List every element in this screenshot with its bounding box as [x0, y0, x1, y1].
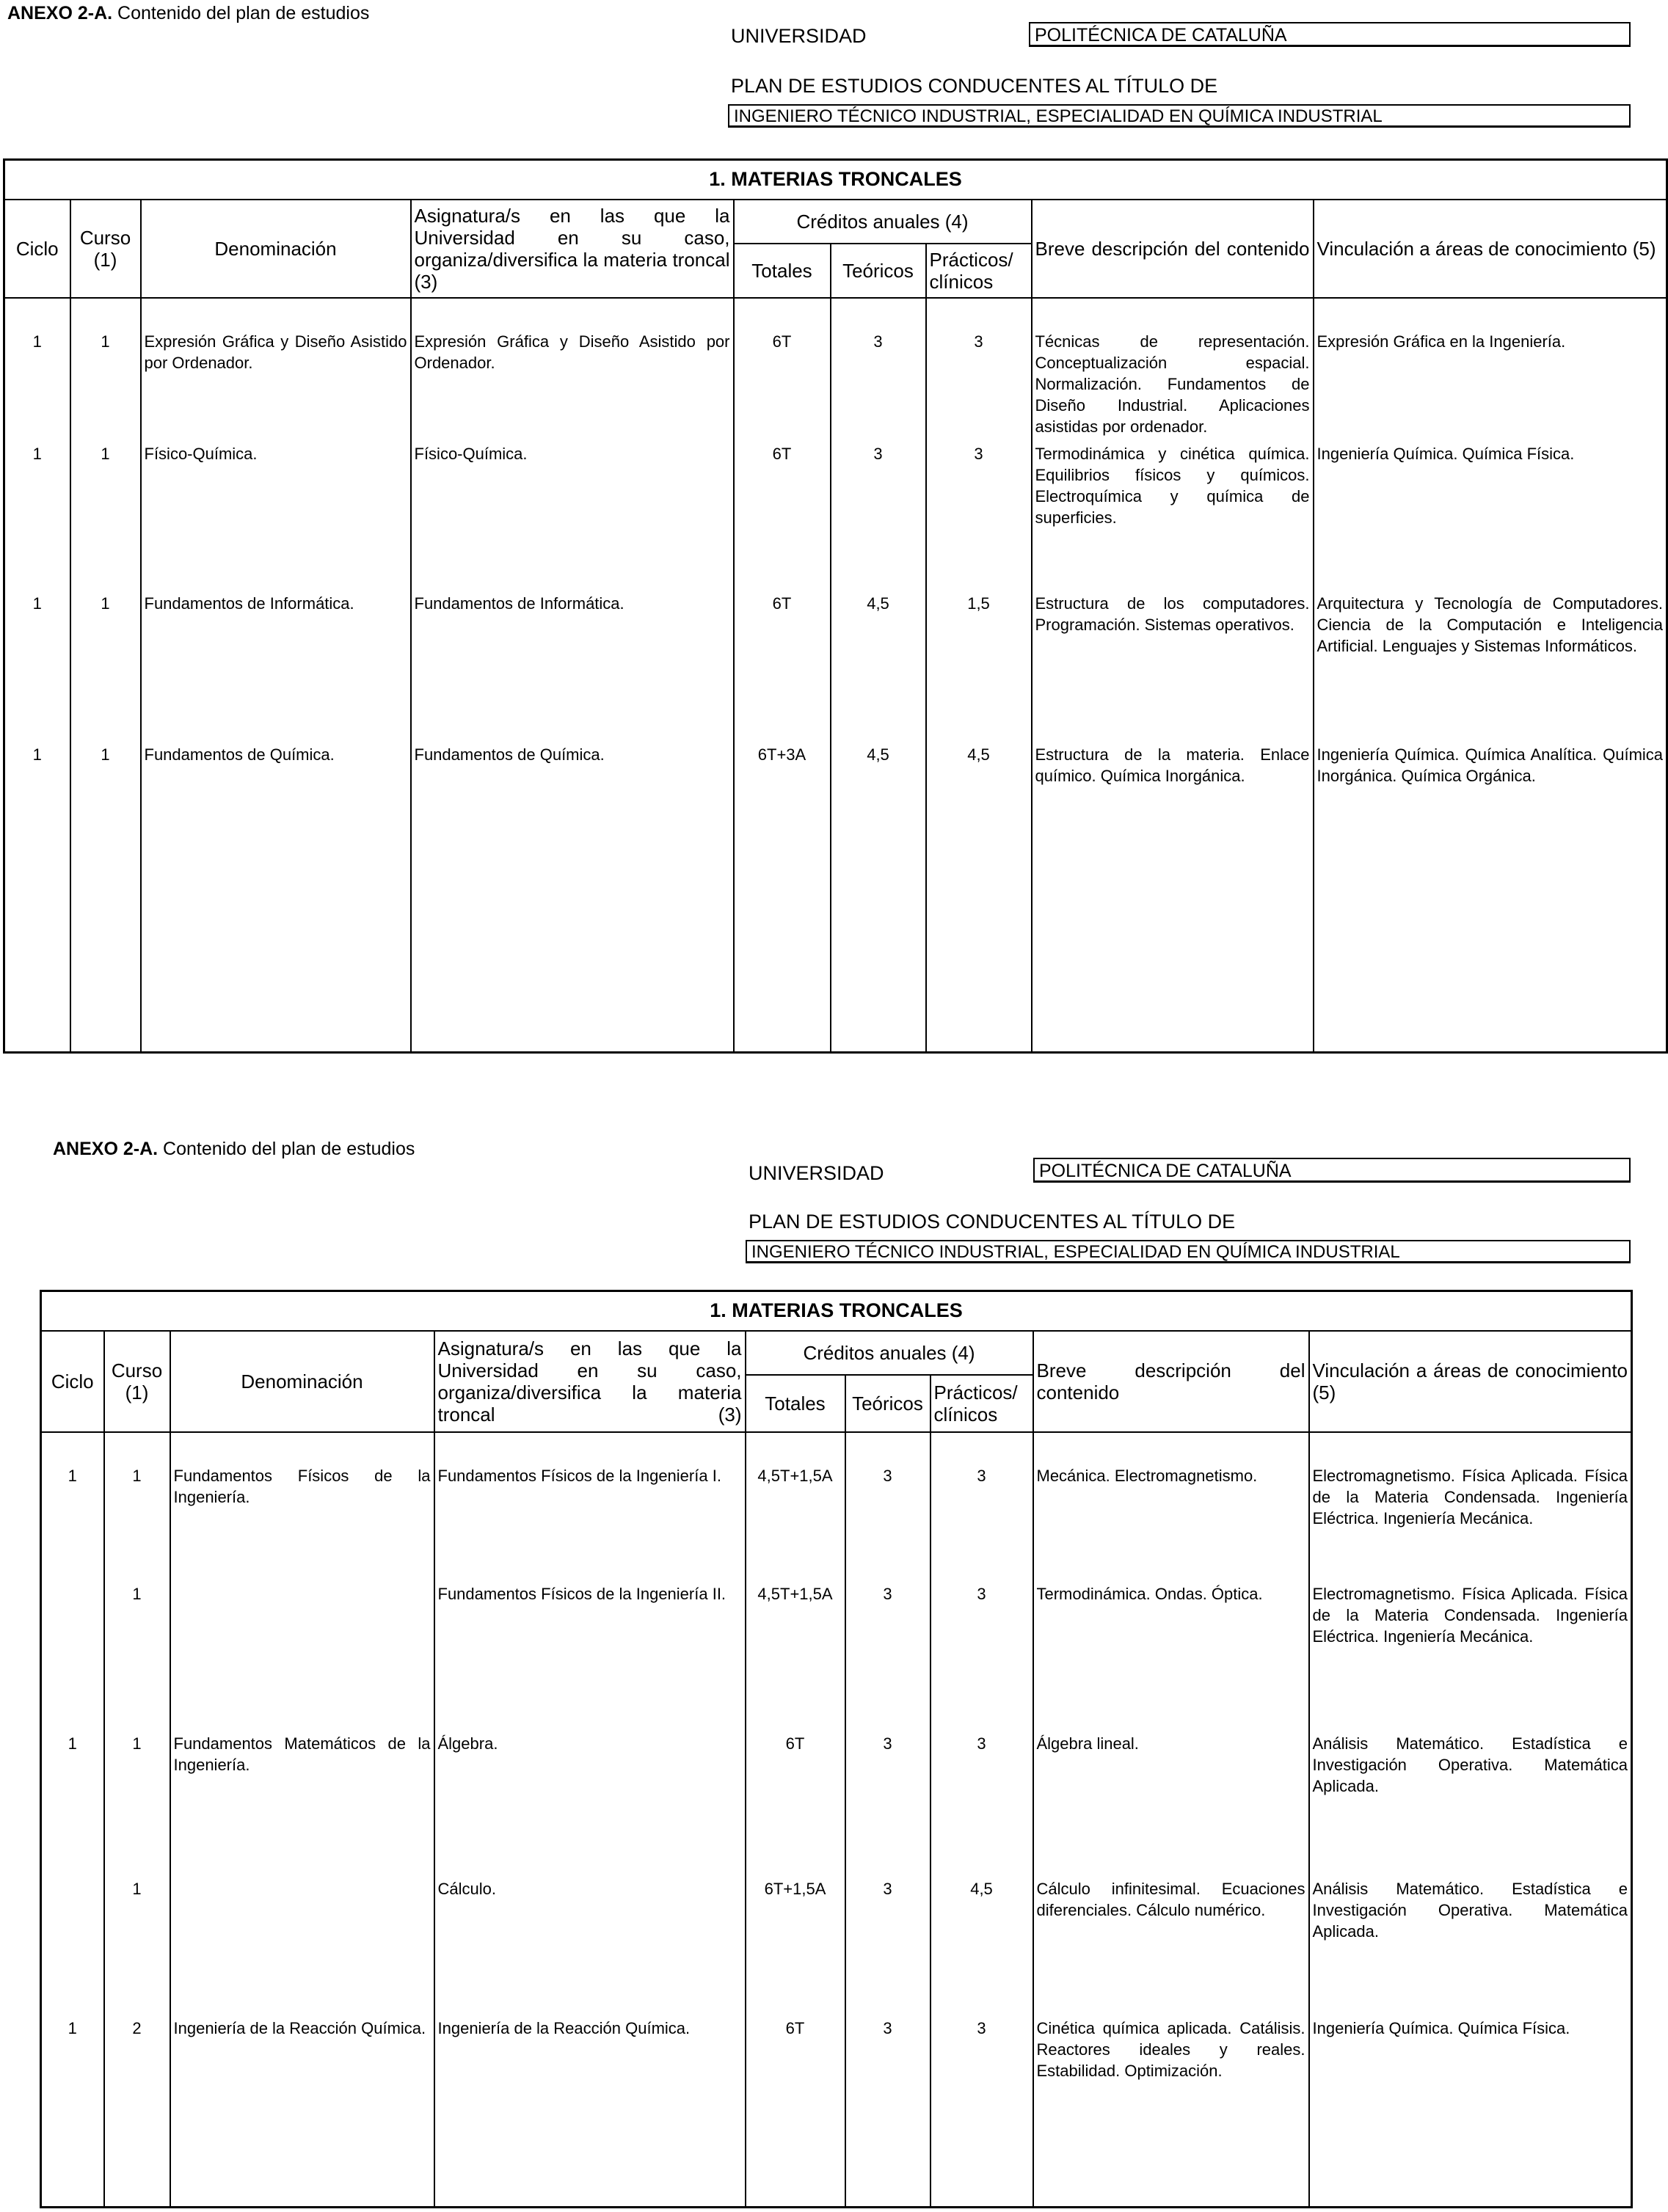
header-denominacion: Denominación — [170, 1331, 434, 1432]
cell-asignatura: Fundamentos Físicos de la Ingeniería I. — [434, 1432, 746, 1583]
annex-text: Contenido del plan de estudios — [112, 3, 370, 23]
cell-practicos: 4,5 — [930, 1878, 1033, 2018]
cell-vinculacion: Análisis Matemático. Estadística e Investigación Operativa. Matemática Aplicada. — [1309, 1733, 1632, 1878]
table-row — [4, 298, 1667, 443]
table-title: 1. MATERIAS TRONCALES — [41, 1291, 1632, 1331]
cell-practicos: 3 — [926, 298, 1032, 443]
cell-ciclo: 1 — [41, 2018, 104, 2208]
cell-ciclo: 1 — [4, 298, 70, 443]
cell-denominacion — [170, 1878, 434, 2018]
header-breve: Breve descripción del contenido — [1032, 200, 1314, 298]
header-vinculacion: Vinculación a áreas de conocimiento (5) — [1309, 1331, 1632, 1432]
cell-teoricos: 3 — [845, 1878, 930, 2018]
cell-totales: 6T+1,5A — [746, 1878, 845, 2018]
cell-practicos: 3 — [926, 443, 1032, 593]
university-label: UNIVERSIDAD — [731, 25, 867, 47]
header-teoricos: Teóricos — [845, 1375, 930, 1432]
plan-label: PLAN DE ESTUDIOS CONDUCENTES AL TÍTULO DE — [731, 75, 1218, 97]
cell-curso: 1 — [70, 443, 141, 593]
header-practicos: Prácticos/ clínicos — [930, 1375, 1033, 1432]
cell-totales: 6T — [746, 2018, 845, 2208]
header-totales: Totales — [746, 1375, 845, 1432]
cell-practicos: 3 — [930, 1583, 1033, 1733]
cell-ciclo: 1 — [4, 593, 70, 744]
cell-practicos: 1,5 — [926, 593, 1032, 744]
cell-totales: 4,5T+1,5A — [746, 1583, 845, 1733]
cell-totales: 4,5T+1,5A — [746, 1432, 845, 1583]
cell-breve: Termodinámica. Ondas. Óptica. — [1033, 1583, 1309, 1733]
cell-curso: 1 — [70, 593, 141, 744]
header-creditos: Créditos anuales (4) — [734, 200, 1032, 244]
table-row — [41, 1733, 1632, 1878]
cell-teoricos: 3 — [831, 443, 926, 593]
cell-breve: Estructura de los computadores. Programación. Sistemas operativos. — [1032, 593, 1314, 744]
cell-practicos: 4,5 — [926, 744, 1032, 1053]
cell-denominacion — [170, 1583, 434, 1733]
header-ciclo: Ciclo — [41, 1331, 104, 1432]
cell-denominacion: Físico-Química. — [141, 443, 411, 593]
cell-teoricos: 3 — [845, 2018, 930, 2208]
annex-bold: ANEXO 2-A. — [7, 3, 113, 23]
cell-teoricos: 3 — [845, 1583, 930, 1733]
cell-curso: 2 — [104, 2018, 170, 2208]
header-denominacion: Denominación — [141, 200, 411, 298]
cell-vinculacion: Arquitectura y Tecnología de Computadores. Ciencia de la Computación e Inteligencia Artificial. Lenguajes y Sistemas Informáticos. — [1314, 593, 1667, 744]
materias-troncales-table — [3, 158, 1668, 1054]
cell-denominacion: Fundamentos de Química. — [141, 744, 411, 1053]
header-creditos: Créditos anuales (4) — [746, 1331, 1033, 1375]
university-value: POLITÉCNICA DE CATALUÑA — [1033, 1158, 1631, 1183]
cell-teoricos: 4,5 — [831, 744, 926, 1053]
annex-heading — [7, 3, 369, 24]
cell-breve: Estructura de la materia. Enlace químico. Química Inorgánica. — [1032, 744, 1314, 1053]
cell-vinculacion: Ingeniería Química. Química Física. — [1314, 443, 1667, 593]
cell-totales: 6T — [734, 298, 831, 443]
header-vinculacion: Vinculación a áreas de conocimiento (5) — [1314, 200, 1667, 298]
cell-totales: 6T — [734, 443, 831, 593]
cell-denominacion: Fundamentos Matemáticos de la Ingeniería. — [170, 1733, 434, 1878]
cell-ciclo: 1 — [41, 1733, 104, 1878]
header-ciclo: Ciclo — [4, 200, 70, 298]
cell-totales: 6T — [734, 593, 831, 744]
cell-denominacion: Ingeniería de la Reacción Química. — [170, 2018, 434, 2208]
degree-title: INGENIERO TÉCNICO INDUSTRIAL, ESPECIALIDAD EN QUÍMICA INDUSTRIAL — [728, 104, 1631, 128]
cell-practicos: 3 — [930, 2018, 1033, 2208]
cell-vinculacion: Ingeniería Química. Química Analítica. Química Inorgánica. Química Orgánica. — [1314, 744, 1667, 1053]
cell-vinculacion: Ingeniería Química. Química Física. — [1309, 2018, 1632, 2208]
cell-asignatura: Cálculo. — [434, 1878, 746, 2018]
plan-label: PLAN DE ESTUDIOS CONDUCENTES AL TÍTULO DE — [749, 1211, 1236, 1233]
cell-ciclo: 1 — [41, 1432, 104, 1583]
annex-heading — [53, 1139, 415, 1160]
header-teoricos: Teóricos — [831, 244, 926, 298]
degree-title: INGENIERO TÉCNICO INDUSTRIAL, ESPECIALIDAD EN QUÍMICA INDUSTRIAL — [746, 1240, 1631, 1263]
cell-teoricos: 3 — [845, 1432, 930, 1583]
cell-curso: 1 — [70, 744, 141, 1053]
cell-asignatura: Físico-Química. — [411, 443, 734, 593]
table-row — [41, 2018, 1632, 2208]
university-label: UNIVERSIDAD — [749, 1162, 884, 1184]
table-row — [41, 1432, 1632, 1583]
header-curso: Curso (1) — [104, 1331, 170, 1432]
cell-ciclo — [41, 1878, 104, 2018]
cell-asignatura: Expresión Gráfica y Diseño Asistido por Ordenador. — [411, 298, 734, 443]
cell-ciclo — [41, 1583, 104, 1733]
cell-practicos: 3 — [930, 1432, 1033, 1583]
cell-curso: 1 — [104, 1733, 170, 1878]
cell-teoricos: 3 — [831, 298, 926, 443]
cell-denominacion: Expresión Gráfica y Diseño Asistido por Ordenador. — [141, 298, 411, 443]
materias-troncales-table — [40, 1290, 1633, 2208]
cell-vinculacion: Electromagnetismo. Física Aplicada. Física de la Materia Condensada. Ingeniería Eléctrica. Ingeniería Mecánica. — [1309, 1432, 1632, 1583]
cell-teoricos: 4,5 — [831, 593, 926, 744]
cell-curso: 1 — [104, 1878, 170, 2018]
table-row — [41, 1583, 1632, 1733]
cell-breve: Mecánica. Electromagnetismo. — [1033, 1432, 1309, 1583]
cell-vinculacion: Electromagnetismo. Física Aplicada. Física de la Materia Condensada. Ingeniería Eléctrica. Ingeniería Mecánica. — [1309, 1583, 1632, 1733]
cell-vinculacion: Expresión Gráfica en la Ingeniería. — [1314, 298, 1667, 443]
table-row — [41, 1878, 1632, 2018]
cell-curso: 1 — [104, 1432, 170, 1583]
table-title: 1. MATERIAS TRONCALES — [4, 160, 1667, 200]
cell-asignatura: Fundamentos de Química. — [411, 744, 734, 1053]
header-breve: Breve descripción del contenido — [1033, 1331, 1309, 1432]
header-totales: Totales — [734, 244, 831, 298]
cell-ciclo: 1 — [4, 744, 70, 1053]
cell-asignatura: Álgebra. — [434, 1733, 746, 1878]
cell-ciclo: 1 — [4, 443, 70, 593]
cell-asignatura: Ingeniería de la Reacción Química. — [434, 2018, 746, 2208]
cell-asignatura: Fundamentos Físicos de la Ingeniería II. — [434, 1583, 746, 1733]
cell-breve: Cálculo infinitesimal. Ecuaciones diferenciales. Cálculo numérico. — [1033, 1878, 1309, 2018]
header-asignatura: Asignatura/s en las que la Universidad en su caso, organiza/diversifica la materia troncal (3) — [411, 200, 734, 298]
table-row — [4, 593, 1667, 744]
annex-text: Contenido del plan de estudios — [158, 1139, 415, 1159]
cell-totales: 6T+3A — [734, 744, 831, 1053]
header-curso: Curso (1) — [70, 200, 141, 298]
cell-curso: 1 — [70, 298, 141, 443]
cell-denominacion: Fundamentos Físicos de la Ingeniería. — [170, 1432, 434, 1583]
cell-breve: Álgebra lineal. — [1033, 1733, 1309, 1878]
header-practicos: Prácticos/ clínicos — [926, 244, 1032, 298]
cell-breve: Termodinámica y cinética química. Equilibrios físicos y químicos. Electroquímica y química de superficies. — [1032, 443, 1314, 593]
cell-breve: Cinética química aplicada. Catálisis. Reactores ideales y reales. Estabilidad. Optimización. — [1033, 2018, 1309, 2208]
table-row — [4, 443, 1667, 593]
cell-asignatura: Fundamentos de Informática. — [411, 593, 734, 744]
table-row — [4, 744, 1667, 1053]
cell-vinculacion: Análisis Matemático. Estadística e Investigación Operativa. Matemática Aplicada. — [1309, 1878, 1632, 2018]
cell-denominacion: Fundamentos de Informática. — [141, 593, 411, 744]
university-value: POLITÉCNICA DE CATALUÑA — [1029, 22, 1631, 47]
cell-curso: 1 — [104, 1583, 170, 1733]
annex-bold: ANEXO 2-A. — [53, 1139, 159, 1159]
header-asignatura: Asignatura/s en las que la Universidad en su caso, organiza/diversifica la materia troncal (3) — [434, 1331, 746, 1432]
cell-teoricos: 3 — [845, 1733, 930, 1878]
cell-breve: Técnicas de representación. Conceptualización espacial. Normalización. Fundamentos de Diseño Industrial. Aplicaciones asistidas por ordenador. — [1032, 298, 1314, 443]
cell-practicos: 3 — [930, 1733, 1033, 1878]
cell-totales: 6T — [746, 1733, 845, 1878]
